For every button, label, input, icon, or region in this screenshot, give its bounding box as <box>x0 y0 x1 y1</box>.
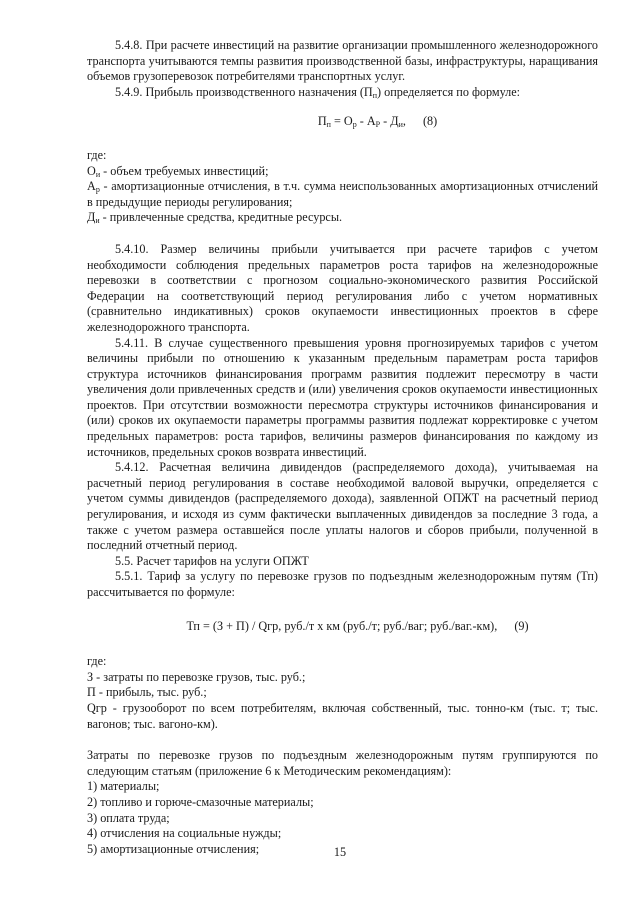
list-item: 4) отчисления на социальные нужды; <box>87 826 282 841</box>
def-text: - объем требуемых инвестиций; <box>100 163 269 178</box>
subscript: и <box>95 216 100 226</box>
definition-item <box>87 210 598 226</box>
page-number: 15 <box>333 845 347 859</box>
formula-part: - А <box>356 114 376 129</box>
paragraph-5-4-8: 5.4.8. При расчете инвестиций на развитие организации промышленного железнодорожного транспорта учитываются темпы развития производственной базы, инфраструктуры, наращивания объемов грузоперевозок потребителями транспортных услуг. <box>87 38 598 84</box>
def-text: - амортизационные отчисления, в т.ч. сумма неиспользованных амортизационных отчислений в предыдущие периоды регулирования; <box>87 179 598 209</box>
formula-number: (8) <box>422 114 438 129</box>
section-5-5-heading: 5.5. Расчет тарифов на услуги ОПЖТ <box>115 553 309 568</box>
paragraph-5-4-9-tail: ) определяется по формуле: <box>377 84 521 99</box>
formula-part: = О <box>330 114 353 129</box>
spacer <box>87 732 598 748</box>
definition-item <box>87 164 598 180</box>
formula-part: , <box>402 114 406 129</box>
paragraph-5-4-12: 5.4.12. Расчетная величина дивидендов (распределяемого дохода), учитываемая на расчетный период регулирования в составе необходимой валовой выручки, определяется с учетом суммы дивидендов (распределяемого дохода), заявленной ОПЖТ на расчетный период регулирования, и исходя из сумм фактически выплаченных дивидендов за последние 3 года, а также с учетом размера оставшейся после уплаты налогов и сборов прибыли, полученной в последний отчетный период. <box>87 460 598 553</box>
definition-item <box>87 179 598 210</box>
formula-text: Тп = (З + П) / Qгр, руб./т х км (руб./т; руб./ваг; руб./ваг.-км), <box>186 618 498 633</box>
list-item: 2) топливо и горюче-смазочные материалы; <box>87 794 314 809</box>
subscript: и <box>398 120 403 130</box>
subscript: п <box>326 120 331 130</box>
formula-part: П <box>317 114 327 129</box>
paragraph-5-4-9-text: 5.4.9. Прибыль производственного назначения (П <box>115 84 373 99</box>
def-symbol: О <box>87 163 96 178</box>
subscript: и <box>95 169 101 179</box>
paragraph-5-5-1: 5.5.1. Тариф за услугу по перевозке грузов по подъездным железнодорожным путям (Тп) рассчитывается по формуле: <box>87 569 598 599</box>
formula-number: (9) <box>514 618 529 633</box>
subscript: Р <box>375 120 381 130</box>
subscript: р <box>352 120 357 130</box>
formula-part: - Д <box>380 114 399 129</box>
formula-8 <box>87 114 598 130</box>
formula-9 <box>87 619 598 635</box>
paragraph-costs: Затраты по перевозке грузов по подъездным железнодорожным путям группируются по следующим статьям (приложение 6 к Методическим рекомендациям): <box>87 748 598 778</box>
where-label: где: <box>87 147 107 162</box>
subscript: п <box>372 90 377 100</box>
subscript: р <box>95 185 100 195</box>
def-text: - привлеченные средства, кредитные ресурсы. <box>99 210 343 225</box>
paragraph-5-4-11: 5.4.11. В случае существенного превышения уровня прогнозируемых тарифов с учетом величины прибыли по отношению к указанным предельным параметрам роста тарифов структура источников финансирования программ развития подлежит пересмотру в части увеличения доли привлеченных средств и (или) увеличения сроков окупаемости инвестиционных проектов. При отсутствии возможности пересмотра структуры источников финансирования и (или) сроков их окупаемости параметры программы развития подлежат корректировке с учетом предельных параметров: роста тарифов, величины размеров финансирования по каждому из источников, предельных сроков возврата инвестиций. <box>87 335 598 459</box>
def-symbol: Д <box>87 210 96 225</box>
list-item: 5) амортизационные отчисления; <box>87 841 260 856</box>
paragraph-5-4-9 <box>87 85 598 101</box>
paragraph-5-4-10: 5.4.10. Размер величины прибыли учитывается при расчете тарифов с учетом необходимости соблюдения предельных параметров роста тарифов на железнодорожные перевозки в соответствии с прогнозом социально-экономического развития Российской Федерации на соответствующий период регулирования либо с учетом нормативных (сравнительно индикативных) сроков окупаемости инвестиционных проектов в сфере железнодорожного транспорта. <box>87 241 598 334</box>
list-item: 1) материалы; <box>87 779 160 794</box>
definition-item: Qгр - грузооборот по всем потребителям, включая собственный, тыс. тонно-км (тыс. т; тыс. вагонов; тыс. вагоно-км). <box>87 700 598 731</box>
spacer <box>87 226 598 242</box>
list-item: 3) оплата труда; <box>87 810 170 825</box>
def-symbol: А <box>87 179 96 194</box>
definition-item: П - прибыль, тыс. руб.; <box>87 685 207 700</box>
where-label: где: <box>87 654 107 669</box>
definition-item: З - затраты по перевозке грузов, тыс. руб.; <box>87 669 306 684</box>
